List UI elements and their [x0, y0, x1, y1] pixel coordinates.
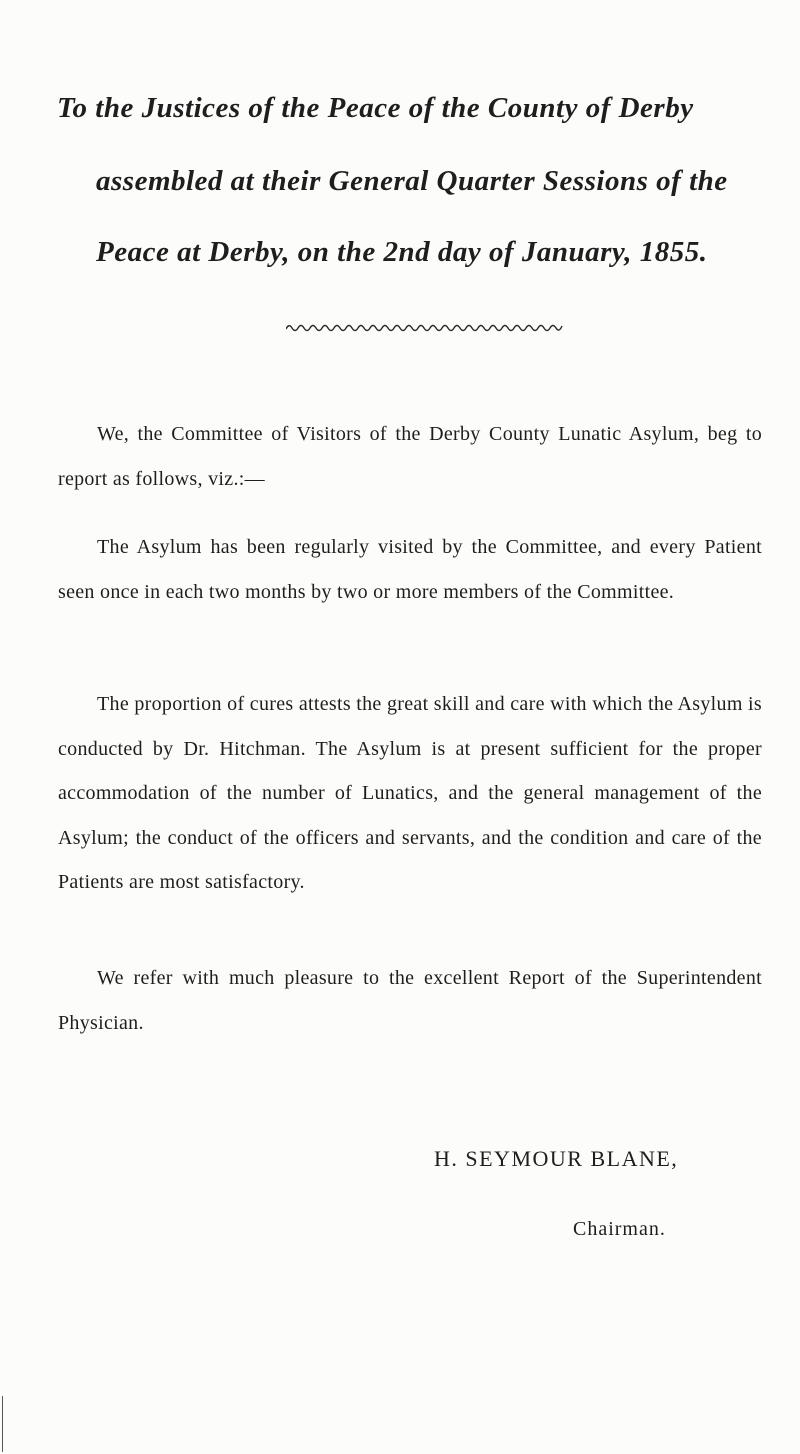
- paragraph-cures: [58, 682, 762, 905]
- signature-title: Chairman.: [573, 1218, 666, 1240]
- address-line-3: Peace at Derby, on the 2nd day of January, 1855.: [96, 236, 708, 268]
- paragraph-visits: [58, 525, 762, 614]
- paragraph-text: The Asylum has been regularly visited by the Committee, and every Patient seen once in each two months by two or more members of the Committee.: [58, 536, 762, 603]
- address-line-2: assembled at their General Quarter Sessions of the: [96, 165, 728, 197]
- decorative-wavy-rule: [286, 321, 566, 333]
- paragraph-text: The proportion of cures attests the great skill and care with which the Asylum is conducted by Dr. Hitchman. The Asylum is at present sufficient for the proper accommodation of the number of Lunatics, and the general management of the Asylum; the conduct of the officers and servants, and the condition and care of the Patients are most satisfactory.: [58, 693, 762, 893]
- scan-edge-mark: [2, 1396, 3, 1452]
- paragraph-text: We, the Committee of Visitors of the Derby County Lunatic Asylum, beg to report as follows, viz.:—: [58, 423, 762, 490]
- paragraph-intro: [58, 412, 762, 501]
- paragraph-report: [58, 956, 762, 1045]
- paragraph-text: We refer with much pleasure to the excellent Report of the Superintendent Physician.: [58, 967, 762, 1034]
- signature-name: H. SEYMOUR BLANE,: [434, 1146, 679, 1171]
- address-line-1: To the Justices of the Peace of the County of Derby: [57, 92, 694, 124]
